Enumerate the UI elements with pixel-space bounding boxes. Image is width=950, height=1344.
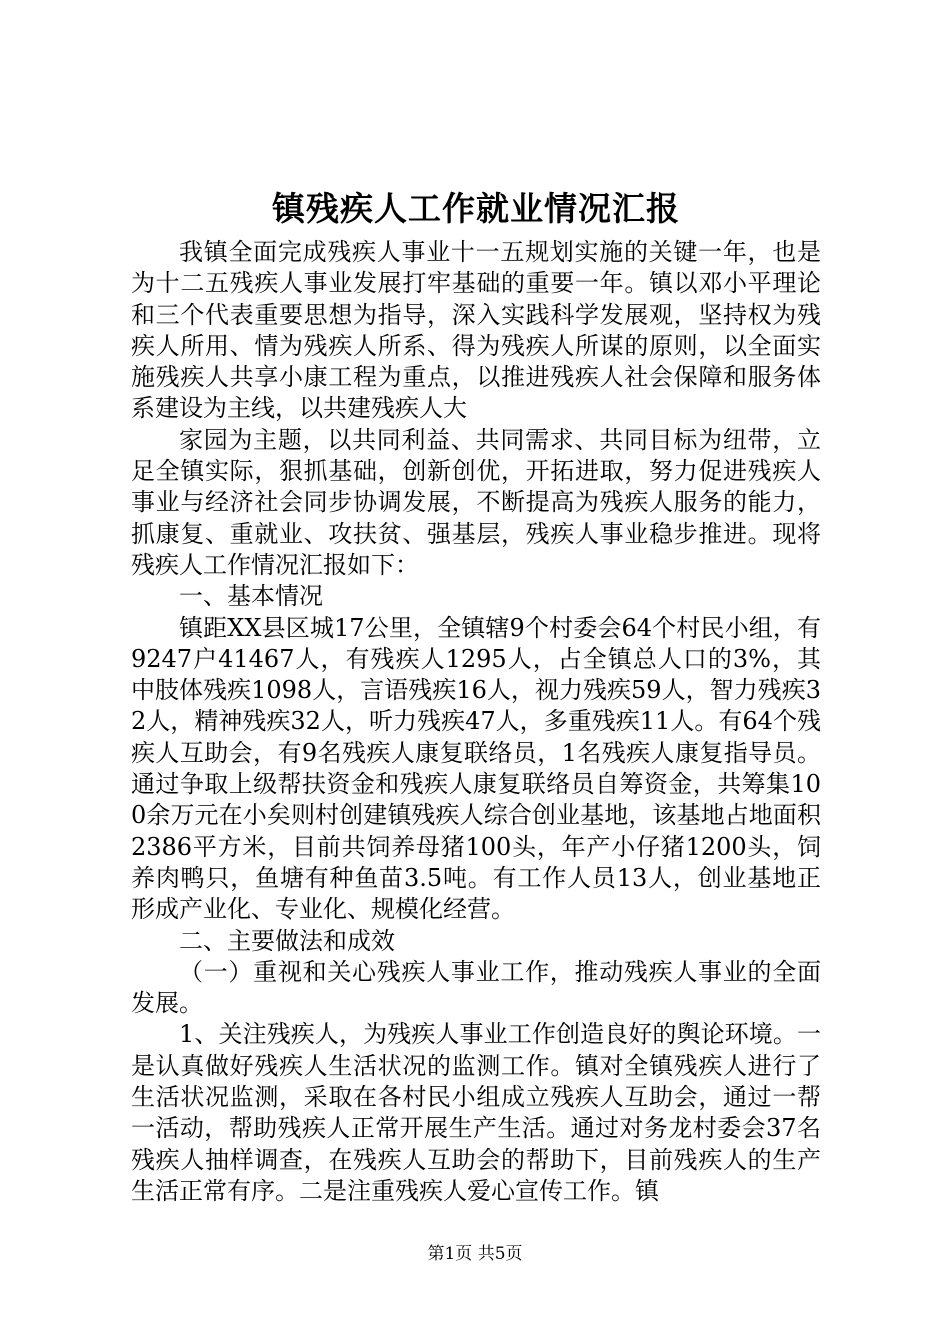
paragraph-basic-situation: 镇距XX县区城17公里，全镇辖9个村委会64个村民小组，有9247户41467人，有残疾人1295人，占全镇总人口的3%，其中肢体残疾1098人，言语残疾16人，视力残疾59人，智力残疾32人，精神残疾32人，听力残疾47人，多重残疾11人。有64个残疾人互助会，有9名残疾人康复联络员，1名残疾人康复指导员。通过争取上级帮扶资金和残疾人康复联络员自筹资金，共筹集100余万元在小矣则村创建镇残疾人综合创业基地，该基地占地面积2386平方米，目前共饲养母猪100头，年产小仔猪1200头，饲养肉鸭只，鱼塘有种鱼苗3.5吨。有工作人员13人，创业基地正形成产业化、专业化、规模化经营。	[131, 613, 821, 924]
paragraph-intro: 我镇全面完成残疾人事业十一五规划实施的关键一年，也是为十二五残疾人事业发展打牢基础的重要一年。镇以邓小平理论和三个代表重要思想为指导，深入实践科学发展观，坚持权为残疾人所用、情为残疾人所系、得为残疾人所谋的原则，以全面实施残疾人共享小康工程为重点，以推进残疾人社会保障和服务体系建设为主线，以共建残疾人大	[131, 238, 821, 423]
page-number-footer: 第1页 共5页	[427, 1244, 523, 1264]
section-heading-measures: 二、主要做法和成效	[179, 926, 395, 955]
paragraph-intro-continued: 家园为主题，以共同利益、共同需求、共同目标为纽带，立足全镇实际，狠抓基础，创新创优，开拓进取，努力促进残疾人事业与经济社会同步协调发展，不断提高为残疾人服务的能力，抓康复、重就业、攻扶贫、强基层，残疾人事业稳步推进。现将残疾人工作情况汇报如下：	[131, 425, 821, 579]
paragraph-measure-1: 1、关注残疾人，为残疾人事业工作创造良好的舆论环境。一是认真做好残疾人生活状况的监测工作。镇对全镇残疾人进行了生活状况监测，采取在各村民小组成立残疾人互助会，通过一帮一活动，帮助残疾人正常开展生产生活。通过对务龙村委会37名残疾人抽样调查，在残疾人互助会的帮助下，目前残疾人的生产生活正常有序。二是注重残疾人爱心宣传工作。镇	[131, 1020, 821, 1205]
subsection-heading-1: （一）重视和关心残疾人事业工作，推动残疾人事业的全面发展。	[131, 957, 821, 1018]
section-heading-basic-situation: 一、基本情况	[179, 582, 323, 611]
document-title: 镇残疾人工作就业情况汇报	[272, 189, 680, 228]
document-page	[131, 185, 821, 1207]
